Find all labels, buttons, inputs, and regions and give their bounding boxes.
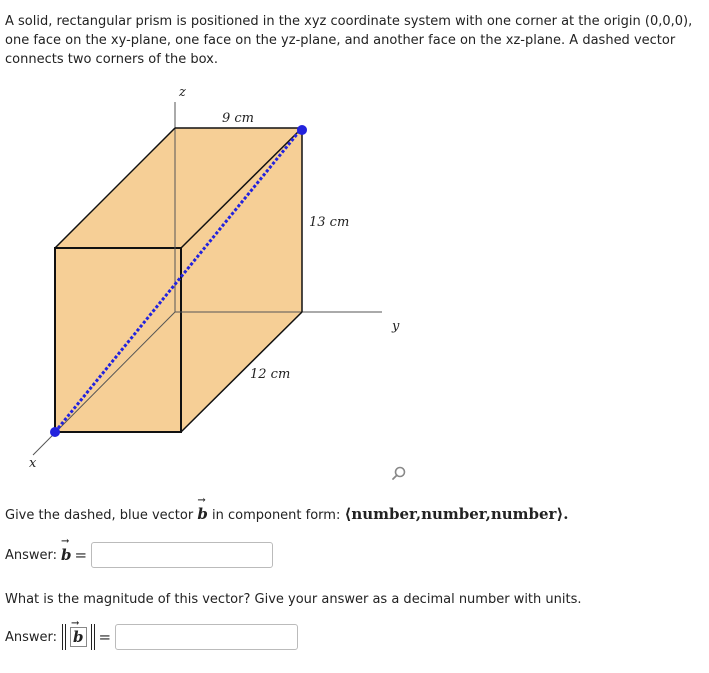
- answer-row-components: [5, 542, 273, 568]
- answer-row-magnitude: [5, 624, 298, 650]
- vector-head-point: [297, 125, 307, 135]
- x-axis-label: x: [29, 456, 37, 471]
- answer2-equals: =: [98, 628, 112, 646]
- answer2-vector-symbol: → b: [70, 627, 87, 647]
- answer1-label: Answer:: [5, 547, 58, 563]
- front-face: [55, 248, 181, 432]
- question1-text-before: Give the dashed, blue vector: [5, 508, 194, 523]
- dimension-label-top: 9 cm: [222, 111, 255, 126]
- answer1-vector-symbol: → b: [61, 546, 72, 564]
- y-axis-label: y: [392, 319, 400, 334]
- problem-intro: A solid, rectangular prism is positioned in the xyz coordinate system with one corner at the origin (0,0,0), one face on the xy-plane, one face on the yz-plane, and another face on the xz-plane. A dashed vector connects two corners of the box.: [5, 14, 693, 67]
- prism-figure: [0, 78, 420, 478]
- components-answer-input[interactable]: [91, 542, 273, 568]
- question-component-form: [5, 505, 569, 523]
- question-magnitude: What is the magnitude of this vector? Give your answer as a decimal number with units.: [5, 592, 582, 607]
- component-format: ⟨number,number,number⟩.: [344, 505, 569, 523]
- zoom-icon[interactable]: [391, 466, 407, 482]
- magnitude-notation: [61, 624, 96, 650]
- vector-b-symbol: → b: [197, 505, 208, 523]
- vector-tail-point: [50, 427, 60, 437]
- question1-text-after: in component form:: [211, 508, 341, 523]
- answer2-label: Answer:: [5, 629, 58, 645]
- z-axis-label: z: [179, 85, 186, 100]
- dimension-label-bottom: 12 cm: [250, 367, 291, 382]
- magnitude-answer-input[interactable]: [115, 624, 298, 650]
- dimension-label-right: 13 cm: [309, 215, 350, 230]
- answer1-equals: =: [74, 546, 88, 564]
- prism-diagram: [0, 78, 420, 478]
